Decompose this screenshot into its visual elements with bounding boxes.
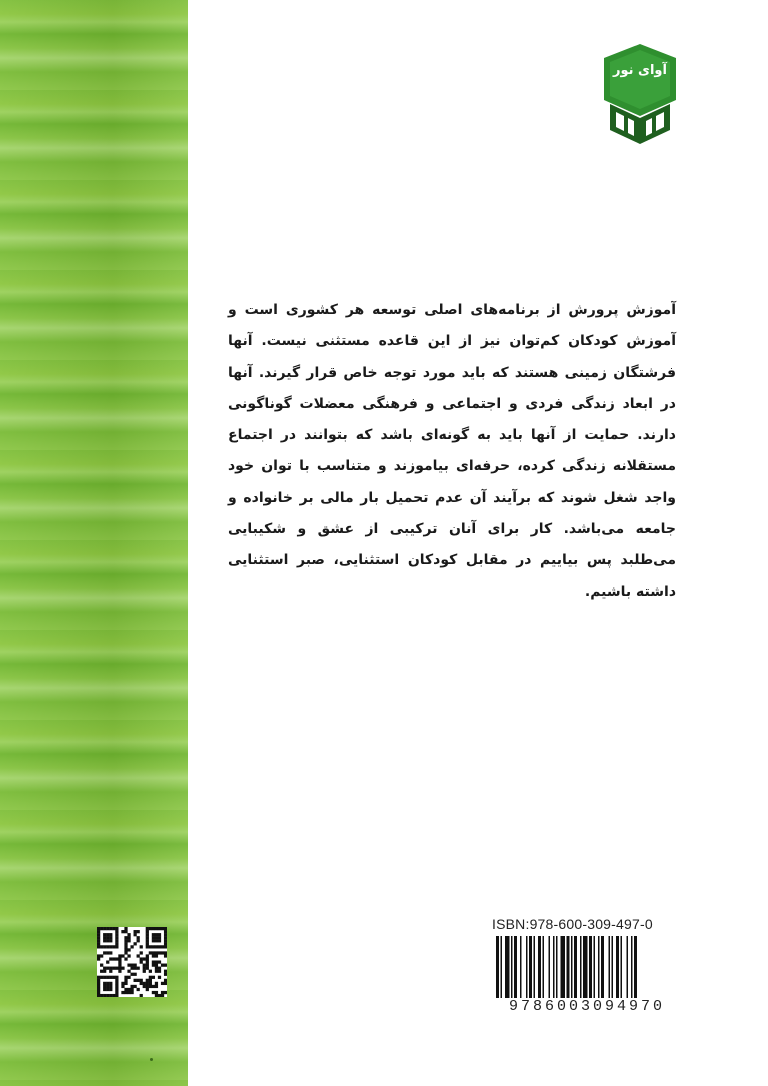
publisher-logo: [600, 42, 680, 146]
isbn-label: ISBN:978-600-309-497-0: [492, 916, 653, 932]
book-shield-icon: [600, 42, 680, 146]
back-cover-description: آموزش پرورش از برنامه‌های اصلی توسعه هر کشوری است و آموزش کودکان کم‌توان نیز از این قاعده مستثنی نیست. آنها فرشتگان زمینی هستند که باید مورد توجه خاص قرار گیرند. آنها در ابعاد زندگی فردی و اجتماعی و فرهنگی معضلات گوناگونی دارند. حمایت از آنها باید به گونه‌ای باشد که بتوانند در اجتماع مستقلانه زندگی کرده، حرفه‌ای بیاموزند و متناسب با توان خود واجد شغل شوند که برآیند آن عدم تحمیل بار مالی بر خانواده و جامعه می‌باشد. کار برای آنان ترکیبی از عشق و شکیبایی می‌طلبد پس بیاییم در مقابل کودکان استثنایی، صبر استثنایی داشته باشیم.: [228, 302, 676, 600]
decorative-dot: [150, 1058, 153, 1061]
green-side-band: [0, 0, 188, 1086]
qr-code-icon: [97, 927, 167, 997]
isbn-block: [492, 916, 682, 1021]
publisher-logo-text: آوای نور: [613, 63, 667, 78]
barcode-number: 9786003094970: [492, 998, 682, 1015]
